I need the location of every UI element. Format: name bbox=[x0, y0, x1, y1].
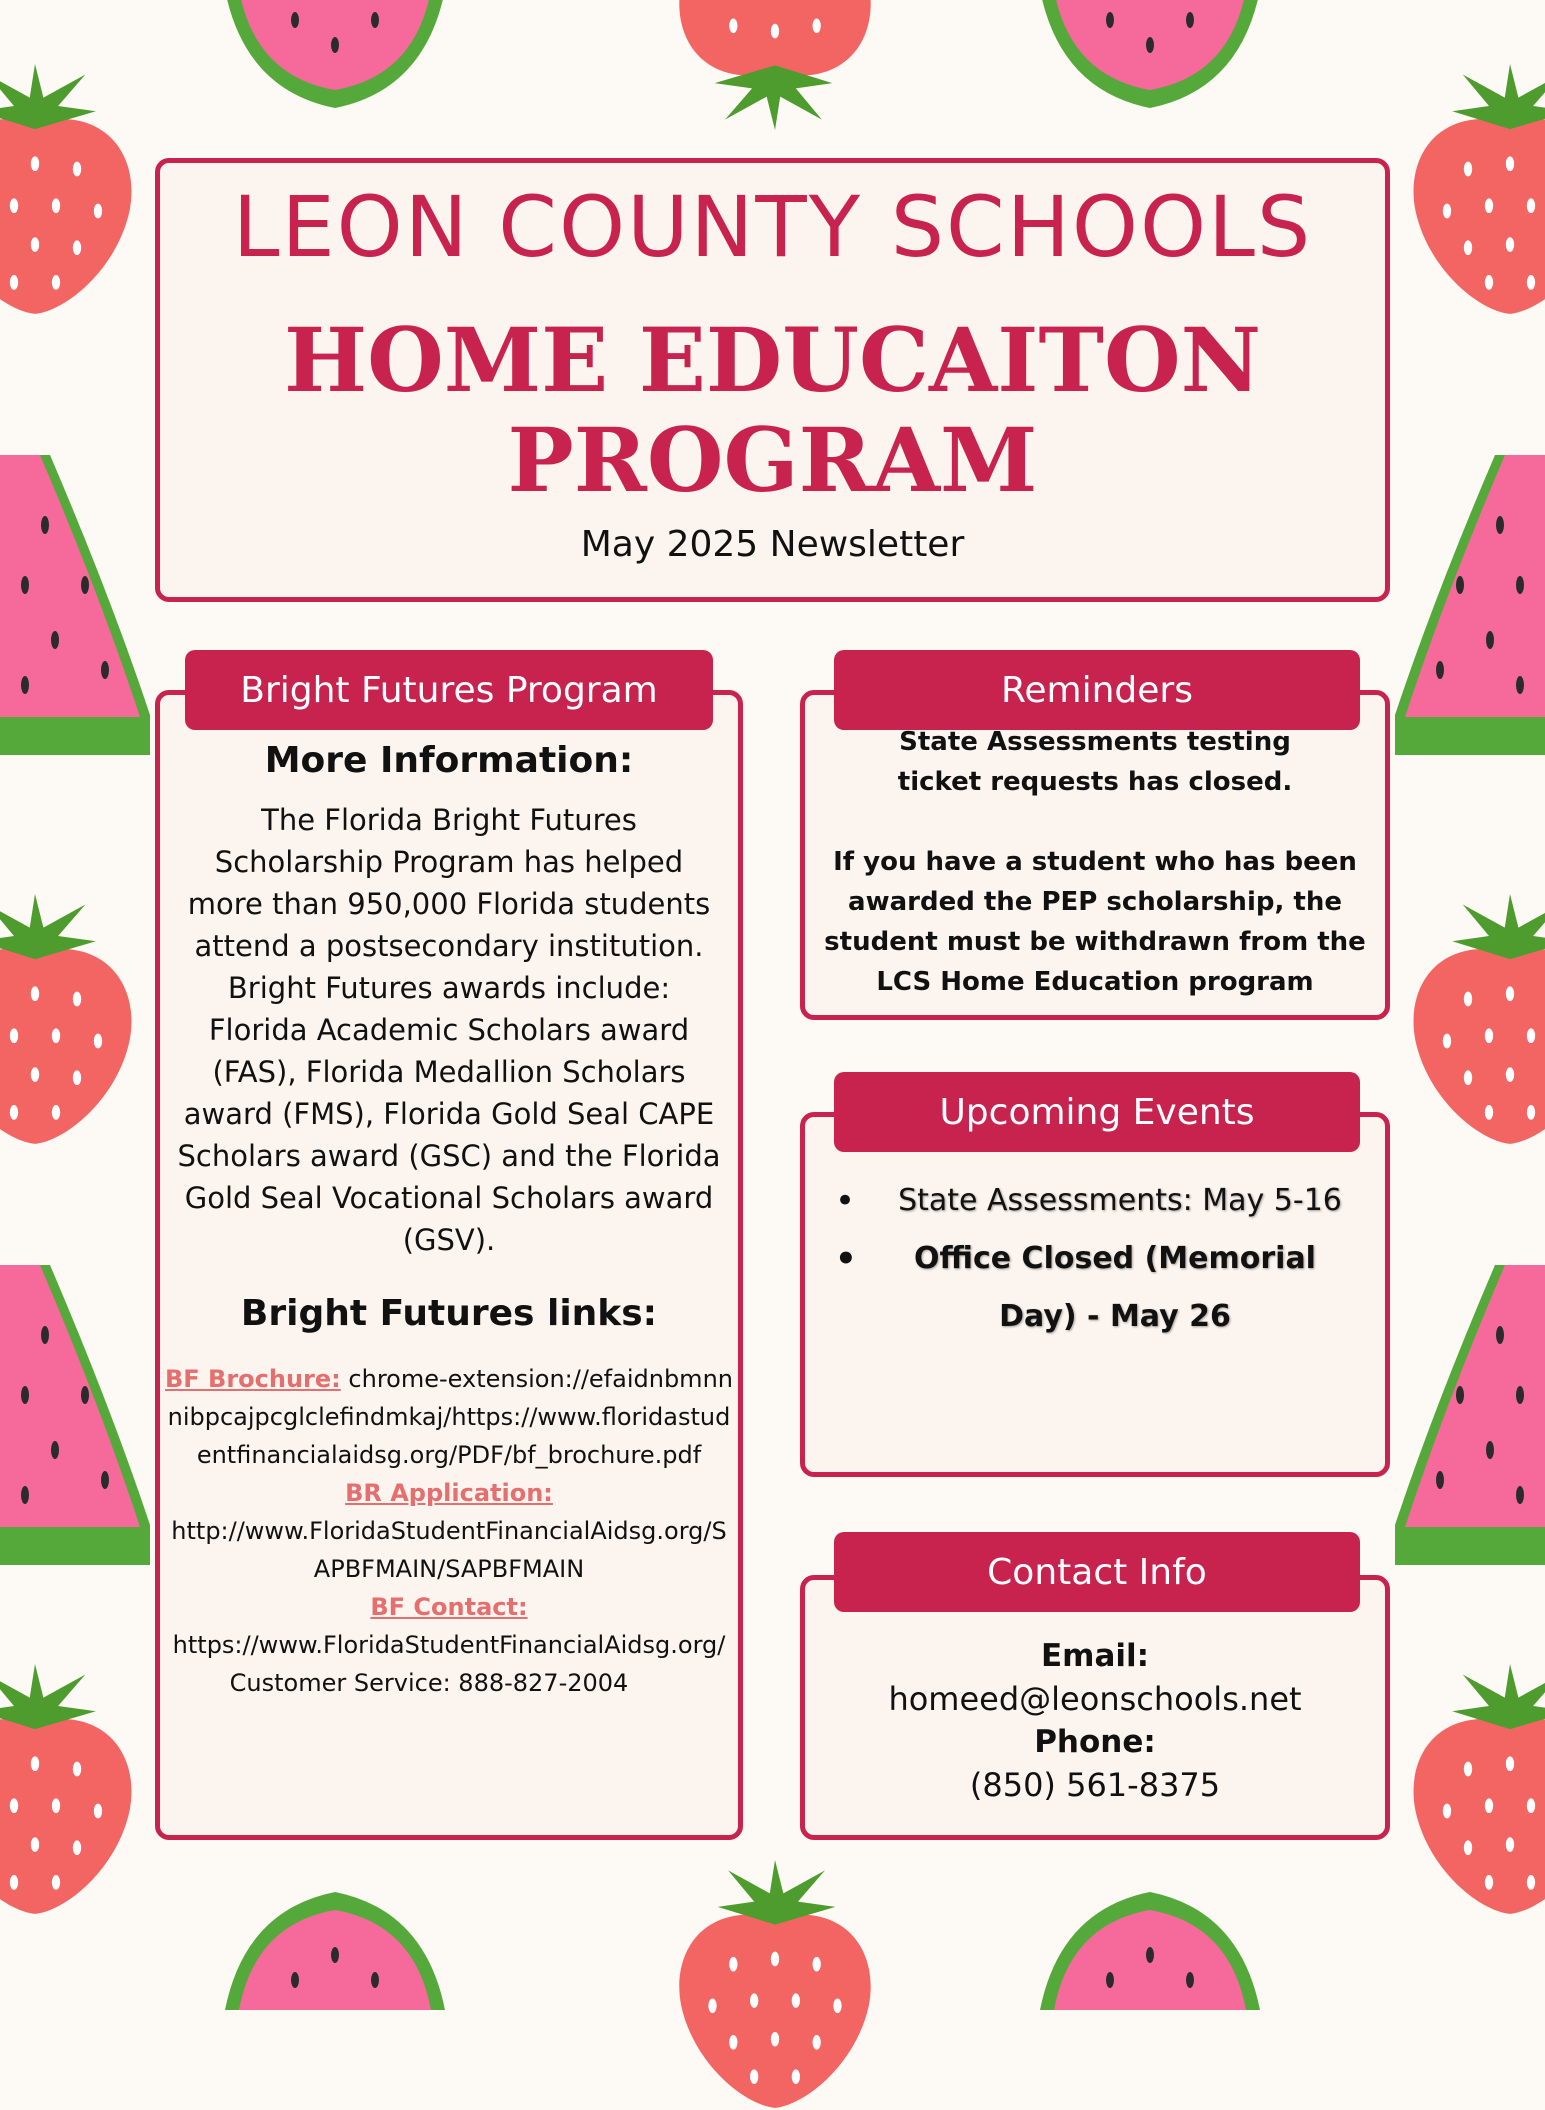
program-title-line-2: PROGRAM bbox=[507, 408, 1038, 512]
watermelon-wedge-right-2-icon bbox=[1395, 1265, 1545, 1565]
watermelon-bottom-right-icon bbox=[1040, 1880, 1260, 2010]
link-item bbox=[165, 1588, 733, 1664]
links-list bbox=[165, 1360, 733, 1702]
more-info-heading: More Information: bbox=[264, 740, 634, 781]
email-value[interactable]: homeed@leonschools.net bbox=[888, 1680, 1302, 1718]
phone-label: Phone: bbox=[1034, 1724, 1156, 1760]
links-heading: Bright Futures links: bbox=[240, 1293, 658, 1334]
strawberry-right-3-icon bbox=[1405, 1640, 1545, 1940]
events-tab: Upcoming Events bbox=[834, 1072, 1360, 1152]
reminder-item: State Assessments testing ticket requests has closed. bbox=[897, 727, 1293, 797]
link-item bbox=[165, 1474, 733, 1588]
strawberry-right-1-icon bbox=[1405, 40, 1545, 340]
phone-value[interactable]: (850) 561-8375 bbox=[969, 1766, 1221, 1804]
watermelon-bottom-left-icon bbox=[225, 1880, 445, 2010]
watermelon-top-left-icon bbox=[225, 0, 445, 120]
program-title bbox=[160, 310, 1385, 510]
strawberry-left-2-icon bbox=[0, 870, 140, 1170]
bf-contact-link[interactable]: BF Contact: bbox=[370, 1593, 528, 1621]
reminders-content bbox=[815, 722, 1375, 1002]
link-item bbox=[165, 1360, 733, 1474]
watermelon-wedge-left-1-icon bbox=[0, 455, 150, 755]
contact-content bbox=[815, 1635, 1375, 1807]
event-item: • State Assessments: May 5-16 bbox=[815, 1172, 1355, 1230]
strawberry-top-center-icon bbox=[665, 0, 885, 130]
strawberry-bottom-center-icon bbox=[665, 1860, 885, 2110]
br-application-link[interactable]: BR Application: bbox=[345, 1479, 553, 1507]
reminders-tab: Reminders bbox=[834, 650, 1360, 730]
event-item: • Office Closed (Memorial Day) - May 26 bbox=[815, 1230, 1355, 1346]
watermelon-wedge-right-1-icon bbox=[1395, 455, 1545, 755]
contact-tab: Contact Info bbox=[834, 1532, 1360, 1612]
strawberry-right-2-icon bbox=[1405, 870, 1545, 1170]
bright-futures-tab: Bright Futures Program bbox=[185, 650, 713, 730]
bf-brochure-link[interactable]: BF Brochure: bbox=[165, 1365, 341, 1393]
school-name: LEON COUNTY SCHOOLS bbox=[232, 178, 1313, 276]
strawberry-left-3-icon bbox=[0, 1640, 140, 1940]
br-application-url: http://www.FloridaStudentFinancialAidsg.org/SAPBFMAIN/SAPBFMAIN bbox=[171, 1517, 727, 1583]
newsletter-date: May 2025 Newsletter bbox=[580, 524, 965, 565]
watermelon-wedge-left-2-icon bbox=[0, 1265, 150, 1565]
events-content bbox=[815, 1172, 1355, 1346]
strawberry-left-1-icon bbox=[0, 40, 140, 340]
bf-contact-url: https://www.FloridaStudentFinancialAidsg.org/ bbox=[172, 1631, 726, 1659]
bf-brochure-url: chrome-extension://efaidnbmnnnibpcajpcglclefindmkaj/https://www.floridastudentfinancialaidsg.org/PDF/bf_brochure.pdf bbox=[167, 1365, 733, 1469]
watermelon-top-right-icon bbox=[1040, 0, 1260, 120]
email-label: Email: bbox=[1040, 1638, 1150, 1674]
bright-futures-description: The Florida Bright Futures Scholarship Program has helped more than 950,000 Florida students attend a postsecondary institution. Bright Futures awards include: Florida Academic Scholars award (FAS), Florida Medallion Scholars award (FMS), Florida Gold Seal CAPE Scholars award (GSC) and the Florida Gold Seal Vocational Scholars award (GSV). bbox=[177, 803, 721, 1257]
events-list bbox=[815, 1172, 1355, 1346]
bright-futures-content bbox=[165, 740, 733, 1702]
program-title-line-1: HOME EDUCAITON bbox=[283, 308, 1262, 412]
customer-service: Customer Service: 888-827-2004 bbox=[229, 1669, 629, 1697]
reminder-item: If you have a student who has been awarded the PEP scholarship, the student must be withdrawn from the LCS Home Education program bbox=[824, 847, 1366, 997]
